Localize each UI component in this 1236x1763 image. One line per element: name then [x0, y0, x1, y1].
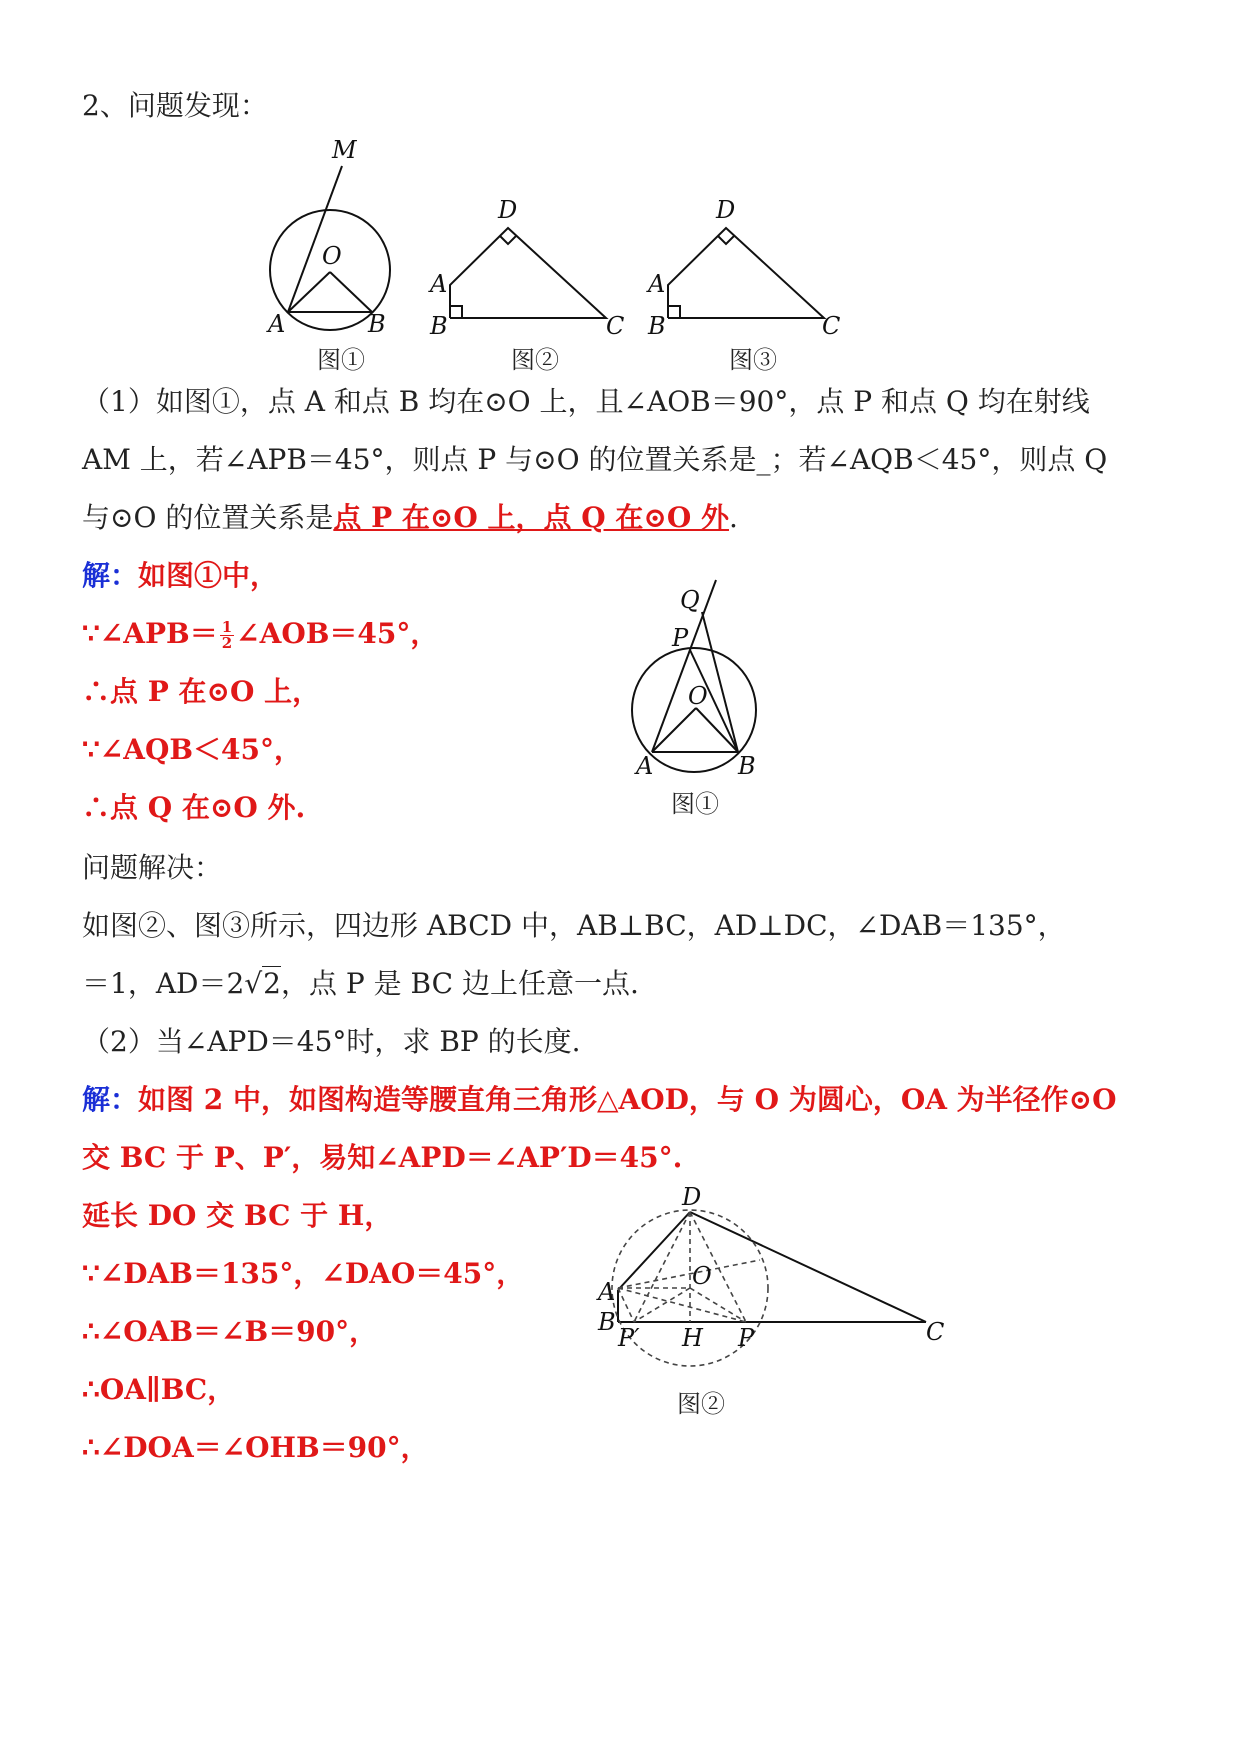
sol2-line-7: ∴∠DOA＝∠OHB＝90°，	[82, 1431, 429, 1464]
sol1-fig-caption: 图①	[671, 790, 719, 818]
fig2-label-D: D	[498, 196, 518, 224]
sol2-fig-label-D: D	[682, 1183, 702, 1211]
problem-line-2b: ，点 P 是 BC 边上任意一点.	[280, 967, 639, 1000]
fig1-label-A: A	[268, 310, 286, 338]
fig3-label-A: A	[648, 270, 666, 298]
fig1-label-O: O	[322, 242, 342, 270]
sol1-text-1: 如图①中，	[138, 559, 279, 592]
fig2-caption: 图②	[511, 346, 559, 374]
fig2-label-A: A	[430, 270, 448, 298]
sol1-label: 解：	[82, 559, 139, 592]
sol2-label: 解：	[82, 1083, 139, 1116]
fig2-label-B: B	[430, 312, 448, 340]
sol1-text-2b: ∠AOB＝45°，	[236, 617, 439, 650]
fig1-label-B: B	[368, 310, 386, 338]
sol2-fig-label-O: O	[692, 1262, 712, 1290]
sol1-line-3: ∴点 P 在⊙O 上，	[82, 675, 321, 708]
sol2-line-5: ∴∠OAB＝∠B＝90°，	[82, 1315, 378, 1348]
fig3-label-C: C	[822, 312, 841, 340]
fig2-label-C: C	[606, 312, 625, 340]
fig3-label-B: B	[648, 312, 666, 340]
sol1-line-5: ∴点 Q 在⊙O 外.	[82, 791, 306, 824]
sol2-text-1: 如图 2 中，如图构造等腰直角三角形△AOD，与 O 为圆心，OA 为半径作⊙O	[138, 1083, 1117, 1116]
sqrt-radicand: 2	[263, 967, 281, 1000]
sol1-fig-label-B: B	[738, 752, 756, 780]
sol1-text-2a: ∵∠APB＝	[82, 617, 218, 650]
sol2-fig-caption: 图②	[677, 1390, 725, 1418]
sol2-fig-label-H: H	[682, 1324, 703, 1352]
fig3-caption: 图③	[729, 346, 777, 374]
sol2-fig-label-P: P	[738, 1324, 755, 1352]
fraction-one-half: $\frac{1}{2}$	[221, 618, 233, 652]
q1-line-2: AM 上，若∠APB＝45°，则点 P 与⊙O 的位置关系是_；若∠AQB＜45°，则点 Q	[82, 443, 1108, 476]
q1-answer: 点 P 在⊙O 上，点 Q 在⊙O 外	[333, 501, 729, 534]
problem-title: 问题解决：	[82, 851, 223, 884]
sol1-line-4: ∵∠AQB＜45°，	[82, 733, 303, 766]
q2-text: （2）当∠APD＝45°时，求 BP 的长度.	[82, 1025, 581, 1058]
q1-line-1: （1）如图①，点 A 和点 B 均在⊙O 上，且∠AOB＝90°，点 P 和点 Q 均在射线	[82, 385, 1090, 418]
sol1-fig-label-P: P	[672, 624, 689, 652]
sol2-line-4: ∵∠DAB＝135°，∠DAO＝45°，	[82, 1257, 525, 1290]
fig1-caption: 图①	[317, 346, 365, 374]
sqrt-symbol: √	[244, 967, 263, 1000]
fig3-label-D: D	[716, 196, 736, 224]
problem-line-1: 如图②、图③所示，四边形 ABCD 中，AB⊥BC，AD⊥DC，∠DAB＝135°，	[82, 909, 1066, 942]
sol2-fig-label-P-prime: P′	[618, 1324, 640, 1352]
sol2-fig-label-B: B	[598, 1308, 616, 1336]
sol2-fig-label-A: A	[598, 1278, 616, 1306]
q1-line-3-end: .	[728, 501, 738, 534]
sol2-fig-label-C: C	[926, 1318, 945, 1346]
sol1-fig-label-O: O	[688, 682, 708, 710]
sol2-line-2: 交 BC 于 P、P′，易知∠APD＝∠AP′D＝45°.	[82, 1141, 683, 1174]
q1-line-3-text: 与⊙O 的位置关系是	[82, 501, 334, 534]
fig1-label-M: M	[332, 136, 357, 164]
problem-line-2a: ＝1，AD＝2	[82, 967, 245, 1000]
sol1-fig-label-A: A	[636, 752, 654, 780]
section-heading: 2、问题发现：	[82, 89, 268, 122]
sol1-fig-label-Q: Q	[680, 586, 700, 614]
sol2-line-3: 延长 DO 交 BC 于 H，	[82, 1199, 393, 1232]
sol2-line-6: ∴OA∥BC，	[82, 1373, 236, 1406]
